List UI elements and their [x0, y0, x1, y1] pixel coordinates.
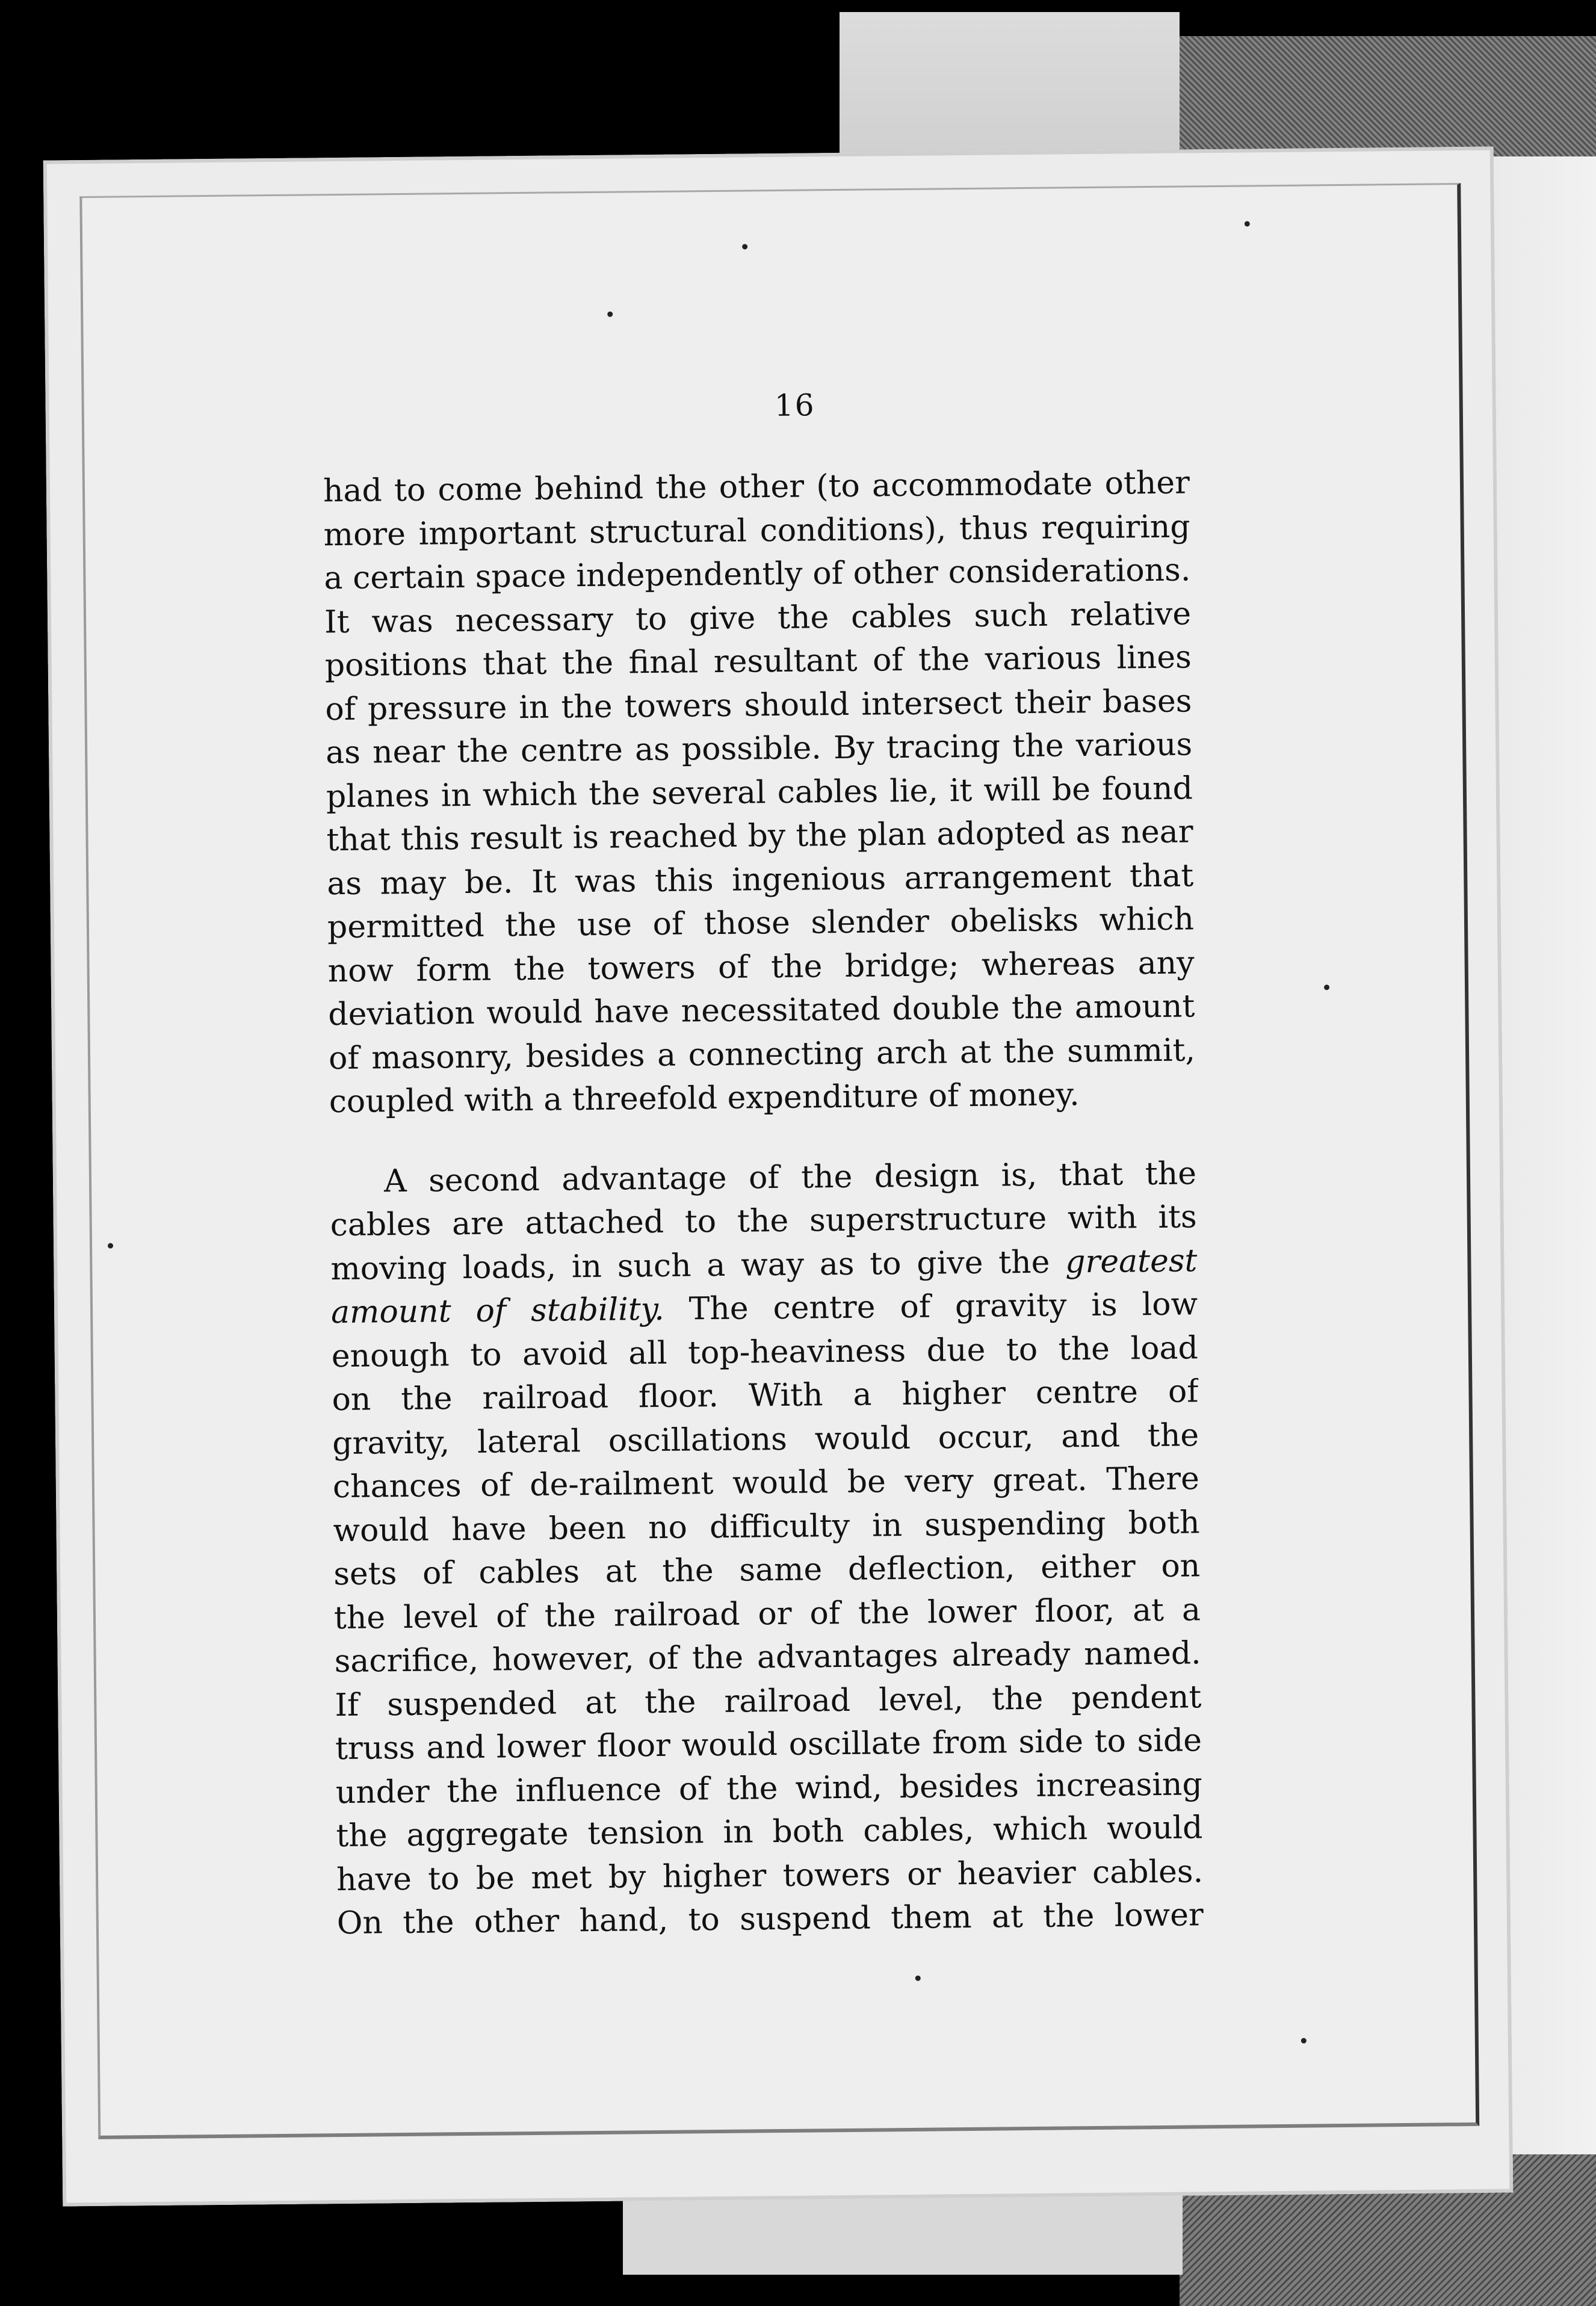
text-line: had to come behind the other (to accommodate other	[323, 465, 1190, 510]
page-text	[322, 384, 1204, 1945]
text-line: the aggregate tension in both cables, which would	[336, 1810, 1203, 1855]
text-line: sacrifice, however, of the advantages already named.	[334, 1635, 1201, 1680]
text-line	[331, 1282, 1198, 1334]
text-line: now form the towers of the bridge; whereas any	[327, 944, 1195, 989]
text-run: The centre of gravity is low	[664, 1286, 1198, 1328]
text-line: positions that the final resultant of the various lines	[324, 639, 1192, 684]
text-line: It was necessary to give the cables such relative	[324, 595, 1192, 640]
text-line: gravity, lateral oscillations would occur, and the	[332, 1417, 1199, 1462]
text-line: as near the centre as possible. By tracing the various	[325, 726, 1193, 771]
text-line: deviation would have necessitated double the amount	[328, 988, 1195, 1033]
text-line: the level of the railroad or of the lower floor, at a	[333, 1591, 1201, 1636]
paragraph-1	[323, 461, 1196, 1124]
text-line: truss and lower floor would oscillate from side to side	[335, 1722, 1202, 1767]
text-line: enough to avoid all top-heaviness due to the load	[331, 1329, 1199, 1374]
text-line: permitted the use of those slender obelisks which	[327, 901, 1195, 946]
italic-run: greatest	[1065, 1242, 1198, 1280]
backing-paper-top	[840, 12, 1180, 168]
text-line: under the influence of the wind, besides increasing	[335, 1766, 1203, 1811]
text-line: sets of cables at the same deflection, either on	[333, 1548, 1201, 1593]
text-line: chances of de-railment would be very great. There	[332, 1461, 1200, 1506]
text-line	[330, 1239, 1198, 1291]
text-line: a certain space independently of other considerations.	[324, 552, 1191, 597]
text-line: coupled with a threefold expenditure of money.	[329, 1077, 1080, 1121]
scan-speck	[1245, 221, 1250, 226]
scan-speck	[108, 1243, 113, 1249]
scan-speck	[915, 1976, 921, 1981]
text-line: On the other hand, to suspend them at the lower	[336, 1897, 1204, 1942]
text-line: A second advantage of the design is, that the	[383, 1155, 1197, 1199]
text-line: have to be met by higher towers or heavier cables.	[336, 1853, 1204, 1898]
text-line: cables are attached to the superstructure with its	[330, 1199, 1197, 1244]
text-line: If suspended at the railroad level, the pendent	[335, 1678, 1202, 1723]
text-line: of masonry, besides a connecting arch at the summit,	[328, 1031, 1196, 1077]
scan-speck	[1324, 985, 1329, 990]
page-number: 16	[774, 388, 815, 423]
text-run: moving loads, in such a way as to give the	[330, 1243, 1066, 1287]
text-line: on the railroad floor. With a higher centre of	[332, 1373, 1199, 1418]
italic-run: amount of stability.	[330, 1291, 665, 1331]
scan-speck	[1301, 2038, 1307, 2044]
text-line: more important structural conditions), thus requiring	[323, 508, 1190, 553]
text-line: planes in which the several cables lie, it will be found	[326, 770, 1193, 815]
backing-paper-bottom	[623, 2190, 1183, 2275]
text-line: of pressure in the towers should intersect their bases	[325, 682, 1192, 728]
text-line: that this result is reached by the plan adopted as near	[326, 814, 1193, 859]
scan-speck	[742, 244, 747, 249]
text-line: as may be. It was this ingenious arrangement that	[327, 857, 1194, 902]
book-page	[43, 147, 1514, 2207]
scan-speck	[607, 312, 613, 317]
paragraph-2	[330, 1152, 1204, 1946]
text-line: would have been no difficulty in suspending both	[333, 1504, 1200, 1549]
